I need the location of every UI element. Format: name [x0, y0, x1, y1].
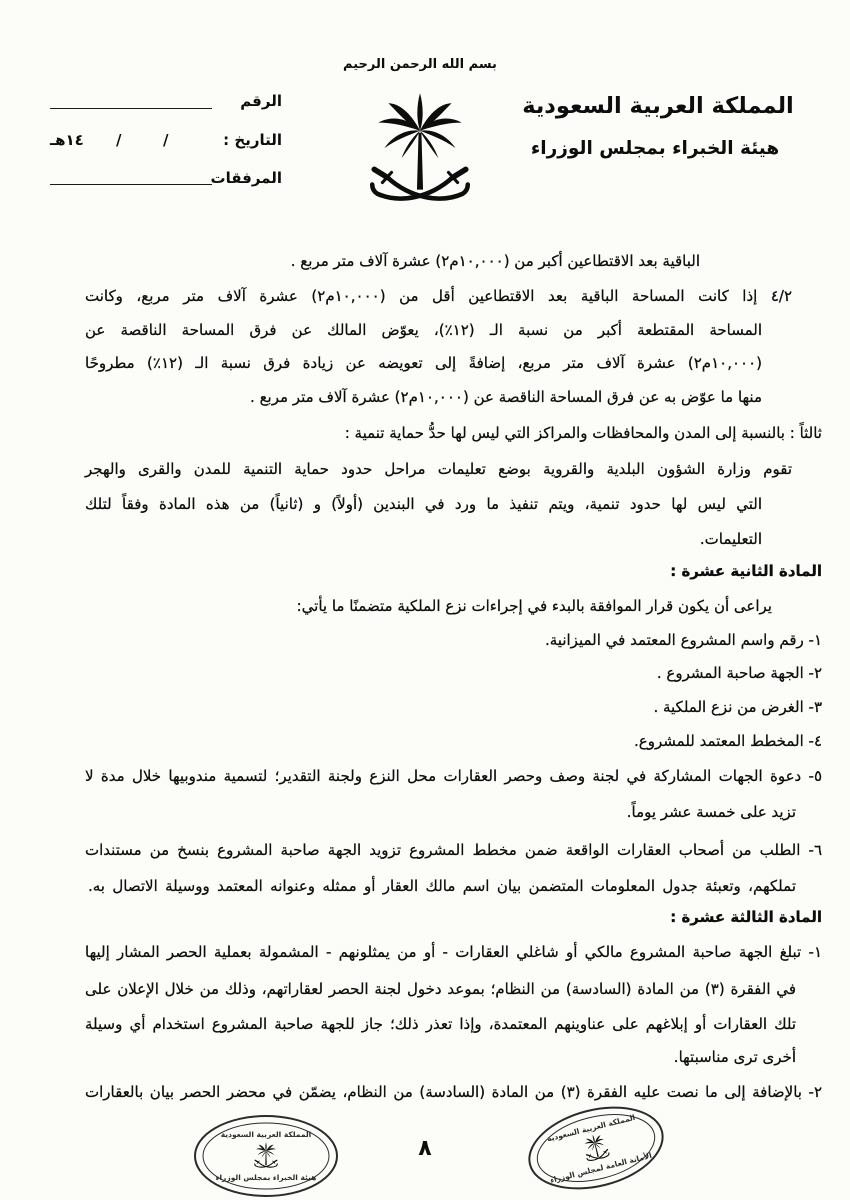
- third-heading: ثالثاً : بالنسبة إلى المدن والمحافظات والمراكز التي ليس لها حدُّ حماية تنمية :: [344, 424, 822, 442]
- article-12-item: ١- رقم واسم المشروع المعتمد في الميزانية.: [545, 631, 822, 649]
- article-13-heading: المادة الثالثة عشرة :: [670, 908, 822, 926]
- third-paragraph-line: تقوم وزارة الشؤون البلدية والقروية بوضع تعليمات مراحل حدود حماية التنمية للمدن والقرى والهجر: [85, 460, 792, 478]
- page-number: ٨: [418, 1136, 432, 1161]
- clause-4-1-tail-line: الباقية بعد الاقتطاعين أكبر من (١٠,٠٠٠م٢) عشرة آلاف متر مربع .: [290, 252, 700, 270]
- clause-4-2-line: ٤/٢ إذا كانت المساحة الباقية بعد الاقتطاعين أقل من (١٠,٠٠٠م٢) عشرة آلاف متر مربع، وكانت: [85, 287, 792, 305]
- reference-date-year-suffix: ١٤هـ: [50, 131, 84, 149]
- clause-4-2-line: المساحة المقتطعة أكبر من نسبة الـ (١٢٪)، يعوّض المالك عن فرق المساحة الناقصة عن: [85, 321, 762, 339]
- clause-4-2-line: منها ما عوّض به عن فرق المساحة الناقصة عن (١٠,٠٠٠م٢) عشرة آلاف متر مربع .: [250, 388, 762, 406]
- stamp-emblem-icon: [582, 1132, 610, 1162]
- article-12-item: ٢- الجهة صاحبة المشروع .: [656, 664, 822, 682]
- article-13-item: ٢- بالإضافة إلى ما نصت عليه الفقرة (٣) من المادة (السادسة) من النظام، يضمّن في محضر الحصر بيان بالعقارات: [85, 1083, 822, 1101]
- article-12-item: ٥- دعوة الجهات المشاركة في لجنة وصف وحصر العقارات محل النزع ولجنة التقدير؛ لتسمية مندوبيها خلال مدة لا: [85, 767, 822, 785]
- reference-date-separator: /: [163, 131, 169, 149]
- basmala: بسم الله الرحمن الرحيم: [343, 57, 497, 72]
- third-paragraph-line: التي ليس لها حدود تنمية، ويتم تنفيذ ما ورد في البندين (أولاً) و (ثانياً) من هذه المادة وفقاً لتلك: [85, 495, 762, 513]
- article-13-item: ١- تبلغ الجهة صاحبة المشروع مالكي أو شاغلي العقارات - أو من يمثلونهم - المشمولة بعملية الحصر المشار إليها: [85, 943, 822, 961]
- article-12-item: ٣- الغرض من نزع الملكية .: [653, 698, 822, 716]
- reference-attachments-blank: [50, 184, 212, 185]
- stamp-top-text: المملكة العربية السعودية: [220, 1130, 312, 1139]
- reference-date-separator: /: [116, 131, 122, 149]
- reference-number-label: الرقم: [240, 92, 282, 110]
- stamp-emblem-icon: [255, 1142, 278, 1167]
- reference-number-blank: [50, 108, 212, 109]
- article-12-item-continuation: تزيد على خمسة عشر يوماً.: [626, 803, 796, 821]
- article-13-item-continuation: تلك العقارات أو إبلاغهم على عناوينهم المعتمدة، وإذا تعذر ذلك؛ جاز للجهة صاحبة المشروع استخدام أي وسيلة: [85, 1015, 796, 1033]
- stamp-experts-commission: [192, 1110, 340, 1198]
- stamp-top-text: المملكة العربية السعودية: [546, 1112, 637, 1144]
- article-12-heading: المادة الثانية عشرة :: [670, 562, 822, 580]
- stamp-bottom-text: الأمانة العامة لمجلس الوزراء: [549, 1150, 653, 1185]
- article-12-item: ٦- الطلب من أصحاب العقارات الواقعة ضمن مخطط المشروع تزويد الجهة صاحبة المشروع بنسخ من مستندات: [85, 841, 822, 859]
- article-13-item-continuation: في الفقرة (٣) من المادة (السادسة) من النظام؛ بموعد دخول لجنة الحصر لعقاراتهم، وذلك من خلال الإعلان على: [85, 980, 796, 998]
- reference-attachments-label: المرفقات: [210, 169, 282, 187]
- saudi-emblem-icon: [368, 88, 472, 210]
- article-12-intro: يراعى أن يكون قرار الموافقة بالبدء في إجراءات نزع الملكية متضمنًا ما يأتي:: [296, 597, 772, 615]
- article-13-item-continuation: أخرى ترى مناسبتها.: [673, 1048, 796, 1066]
- stamp-general-secretariat: [522, 1102, 670, 1194]
- article-12-item-continuation: تملكهم، وتعبئة جدول المعلومات المتضمن بيان اسم مالك العقار أو ممثله وعنوانه المعتمد ووسيلة الاتصال به.: [88, 877, 796, 895]
- letterhead-country: المملكة العربية السعودية: [522, 93, 794, 119]
- reference-date-label: التاريخ :: [223, 131, 282, 149]
- stamp-bottom-text: هيئة الخبراء بمجلس الوزراء: [215, 1173, 317, 1182]
- third-paragraph-line: التعليمات.: [699, 530, 762, 548]
- letterhead-authority: هيئة الخبراء بمجلس الوزراء: [530, 138, 780, 159]
- article-12-item: ٤- المخطط المعتمد للمشروع.: [634, 732, 822, 750]
- clause-4-2-line: (١٠,٠٠٠م٢) عشرة آلاف متر مربع، إضافةً إلى تعويضه عن زيادة فرق نسبة الـ (١٢٪) مطروحًا: [85, 354, 763, 372]
